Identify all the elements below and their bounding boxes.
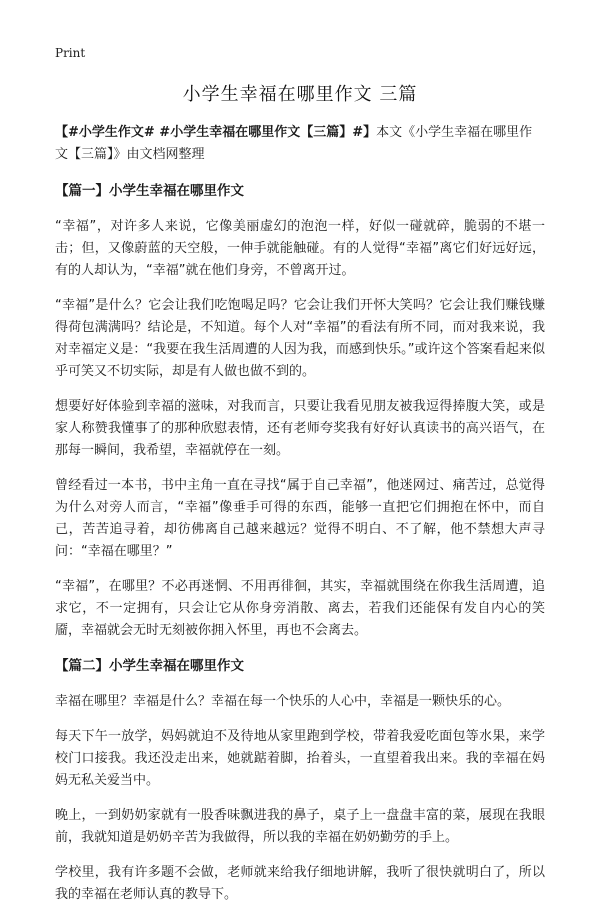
paragraph: 曾经看过一本书，书中主角一直在寻找“属于自己幸福”，他迷网过、痛苦过，总觉得为什么对旁人而言，“幸福”像垂手可得的东西，能够一直把它们拥抱在怀中，而自己，苦苦追寻着，却彷佛离自己越来越远？觉得不明白、不了解，他不禁想大声寻问：“幸福在哪里？” xyxy=(55,478,545,559)
paragraph: “幸福”是什么？它会让我们吃饱喝足吗？它会让我们开怀大笑吗？它会让我们赚钱赚得荷包满满吗？结论是，不知道。每个人对“幸福”的看法有所不同，而对我来说，我对幸福定义是：“我要在我生活周遭的人因为我，而感到快乐。”或许这个答案看起来似乎可笑又不切实际，却是有人做也做不到的。 xyxy=(55,298,545,379)
paragraph: 每天下午一放学，妈妈就迫不及待地从家里跑到学校，带着我爱吃面包等水果，来学校门口接我。我还没走出来，她就踮着脚，抬着头，一直望着我出来。我的幸福在妈妈无私关爱当中。 xyxy=(55,729,545,788)
paragraph: 晚上，一到奶奶家就有一股香味飘进我的鼻子，桌子上一盘盘丰富的菜，展现在我眼前，我就知道是奶奶辛苦为我做得，所以我的幸福在奶奶勤劳的手上。 xyxy=(55,808,545,845)
paragraph: “幸福”，对许多人来说，它像美丽虚幻的泡泡一样，好似一碰就碎，脆弱的不堪一击；但，又像蔚蓝的天空般，一伸手就能触碰。有的人觉得“幸福”离它们好远好远，有的人却认为，“幸福”就在他们身旁，不曾离开过。 xyxy=(55,219,545,278)
paragraph: “幸福”，在哪里？不必再迷惘、不用再徘徊，其实，幸福就围绕在你我生活周遭，追求它，不一定拥有，只会让它从你身旁消散、离去，若我们还能保有发自内心的笑靥，幸福就会无时无刻被你拥入怀里，再也不会离去。 xyxy=(55,579,545,638)
paragraph: 想要好好体验到幸福的滋味，对我而言，只要让我看见朋友被我逗得捧腹大笑，或是家人称赞我懂事了的那种欣慰表情，还有老师夸奖我有好好认真读书的高兴语气，在那每一瞬间，我希望，幸福就停在一刻。 xyxy=(55,399,545,458)
section-heading-1: 【篇一】小学生幸福在哪里作文 xyxy=(55,183,244,199)
document-title: 小学生幸福在哪里作文 三篇 xyxy=(182,84,418,105)
intro-text: 本文《小学生幸福在哪里作文【三篇】》由文档网整理 xyxy=(55,125,533,162)
intro-paragraph xyxy=(55,122,545,166)
document-body xyxy=(55,122,545,919)
paragraph: 幸福在哪里？幸福是什么？幸福在每一个快乐的人心中，幸福是一颗快乐的心。 xyxy=(55,694,511,709)
intro-tags: 【#小学生作文# #小学生幸福在哪里作文【三篇】#】 xyxy=(55,125,377,140)
paragraph: 学校里，我有许多题不会做，老师就来给我仔细地讲解，我听了很快就明白了，所以我的幸福在老师认真的教导下。 xyxy=(55,865,545,902)
section-heading-2: 【篇二】小学生幸福在哪里作文 xyxy=(55,658,244,674)
print-label: Print xyxy=(55,46,86,60)
